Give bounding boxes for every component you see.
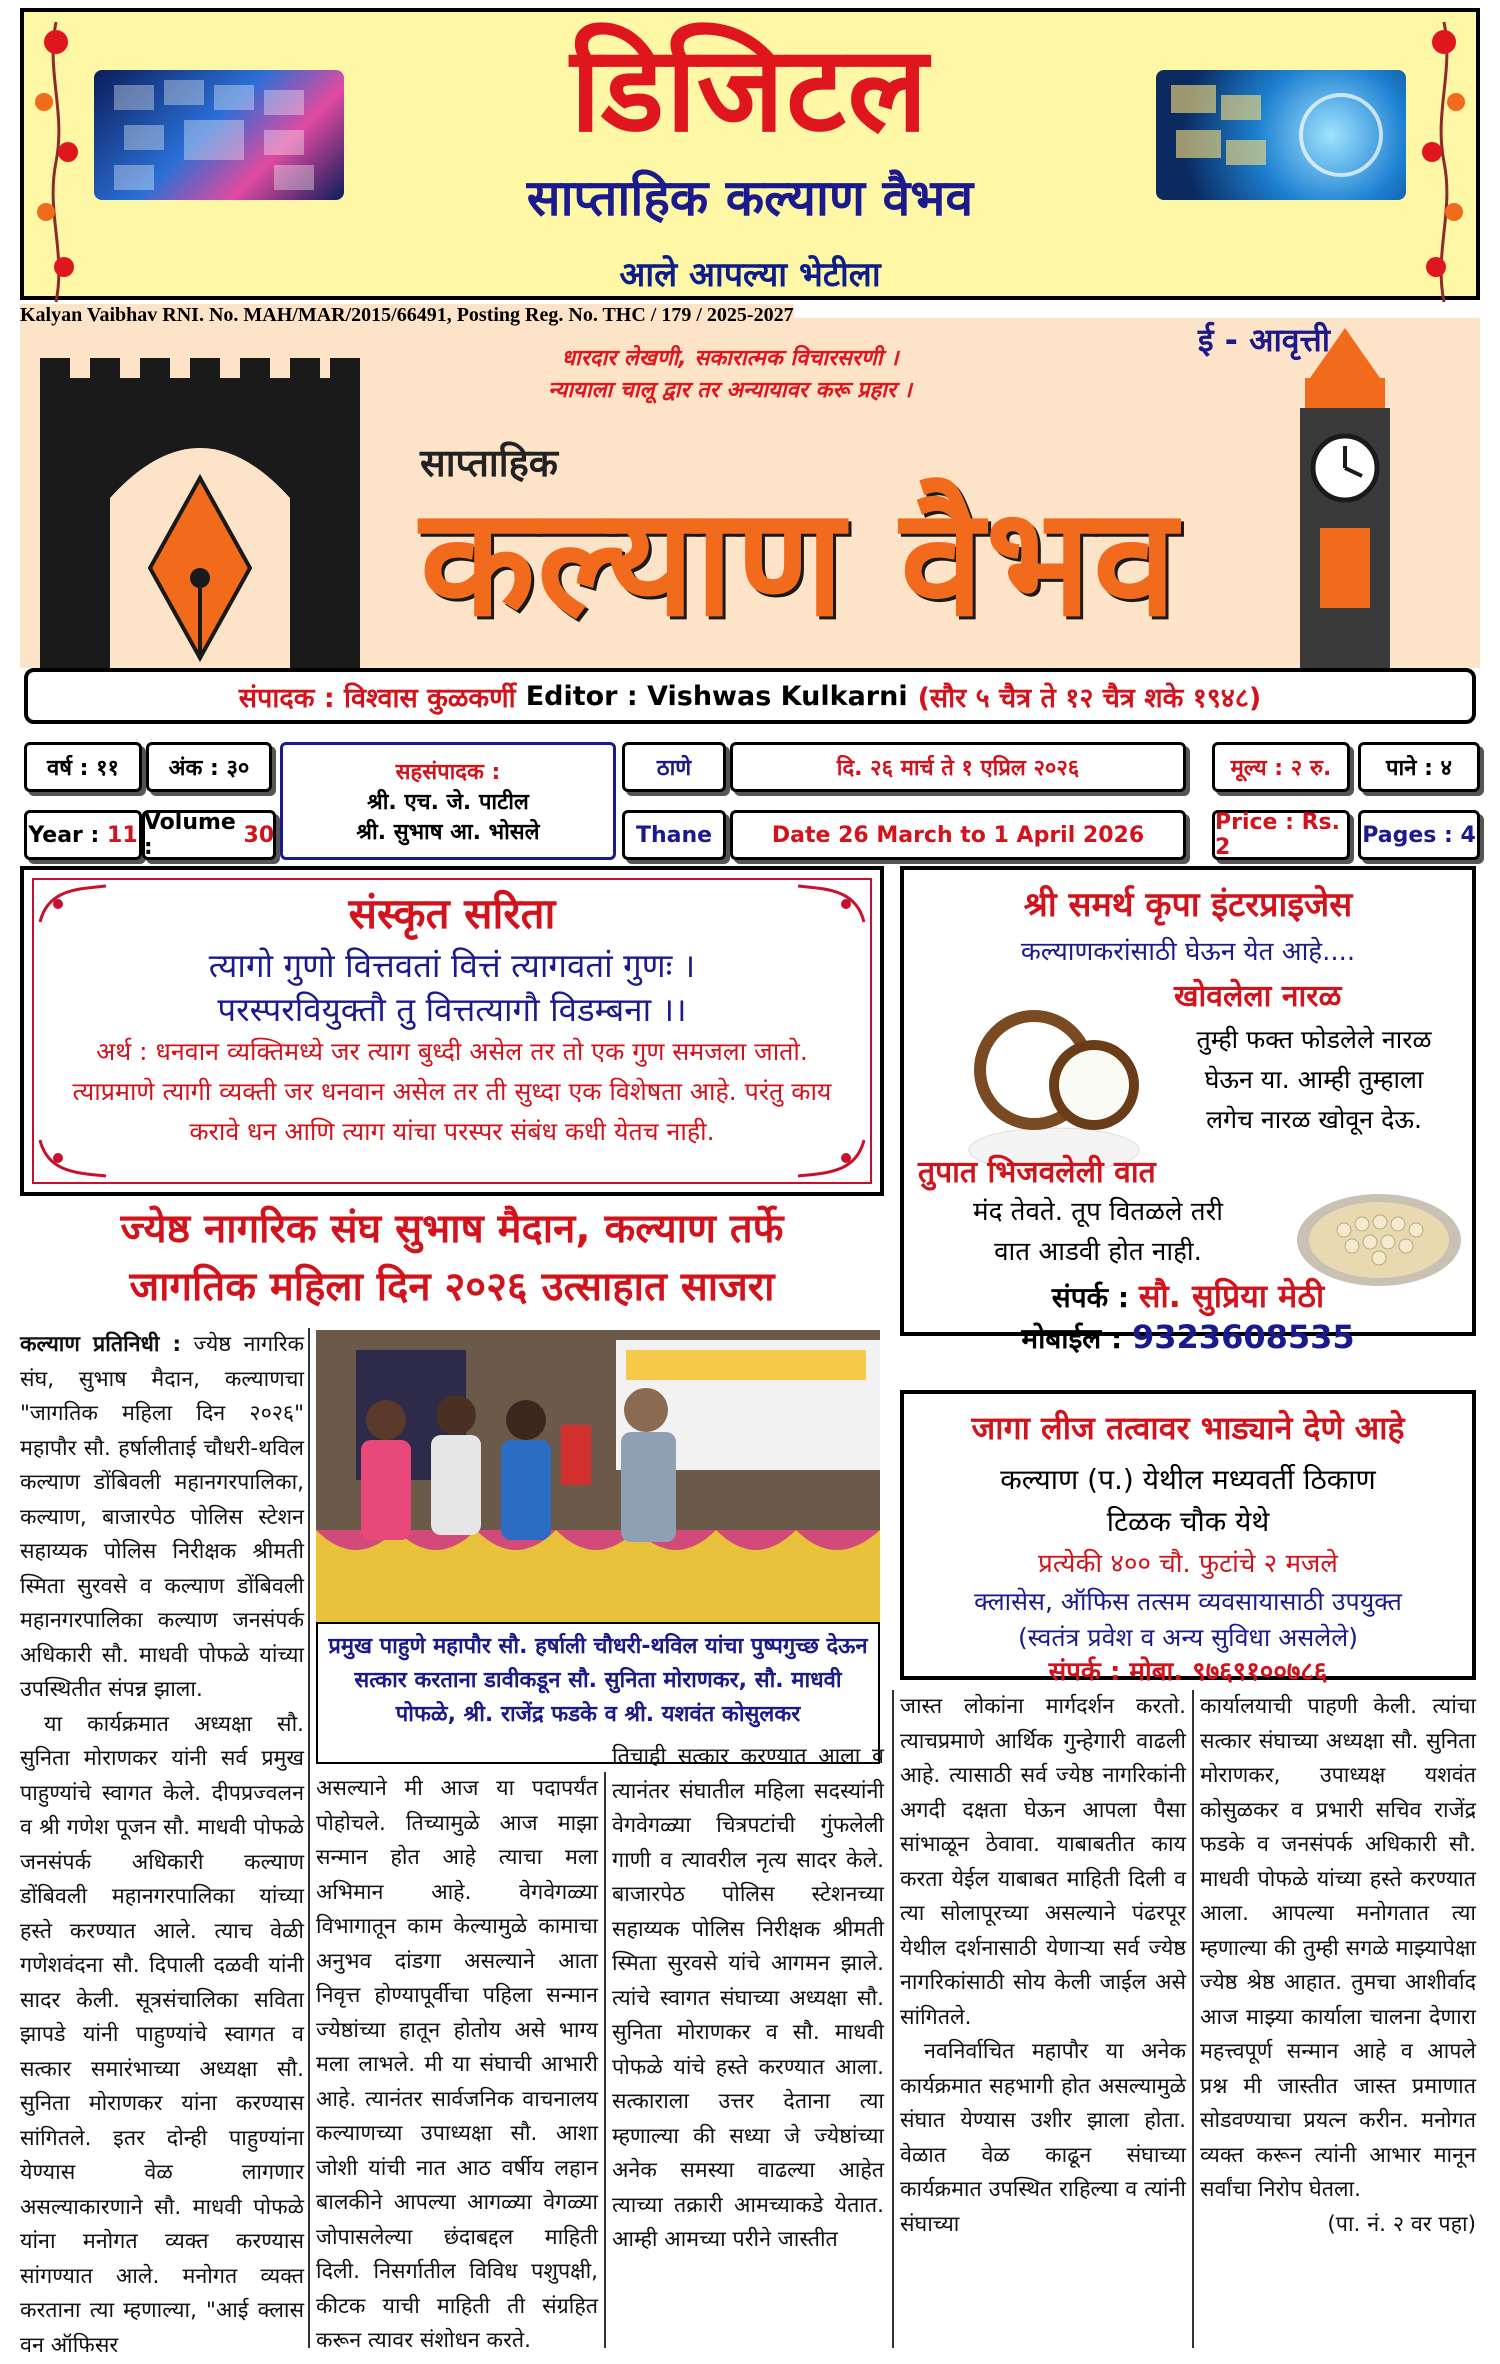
ad1-item2-desc-1: मंद तेवते. तूप वितळले तरी bbox=[973, 1197, 1223, 1227]
digital-title: डिजिटल bbox=[570, 20, 930, 158]
ad2-line-5: (स्वतंत्र प्रवेश व अन्य सुविधा असलेले) bbox=[1018, 1623, 1358, 1652]
place-english: Thane bbox=[622, 810, 726, 860]
article-paragraph-1: ज्येष्ठ नागरिक संघ, सुभाष मैदान, कल्याणचा "जागतिक महिला दिन २०२६" महापौर सौ. हर्षालीताई चौधरी-थविल कल्याण डोंबिवली महानगरपालिका, कल्याण, बाजारपेठ पोलिस स्टेशन सहाय्यक पोलिस निरीक्षक श्रीमती स्मिता सुरवसे व कल्याण डोंबिवली महानगरपालिका कल्याण जनसंपर्क अधिकारी सौ. माधवी पोफळे यांच्या उपस्थितीत संपन्न झाला. bbox=[20, 1332, 304, 1702]
digital-subtitle: साप्ताहिक कल्याण वैभव bbox=[526, 169, 974, 227]
ad1-item1-desc-3: लगेच नारळ खोवून देऊ. bbox=[1206, 1105, 1422, 1134]
place-marathi: ठाणे bbox=[622, 742, 726, 792]
column-divider bbox=[604, 1772, 606, 2348]
ad1-item1-desc-1: तुम्ही फक्त फोडलेले नारळ bbox=[1196, 1025, 1432, 1054]
volume-english-value: 30 bbox=[243, 822, 275, 848]
article-paragraph-2: या कार्यक्रमात अध्यक्षा सौ. सुनिता मोराणकर यांनी सर्व प्रमुख पाहुण्यांचे स्वागत केले. दीपप्रज्वलन व श्री गणेश पूजन सौ. माधवी पोफळे जनसंपर्क अधिकारी कल्याण डोंबिवली महानगरपालिका यांच्या हस्ते करण्यात आले. त्याच वेळी गणेशवंदना सौ. दिपाली दळवी यांनी सादर केली. सूत्रसंचालिका सविता झापडे यांनी पाहुण्यांचे स्वागत व सत्कार समारंभाच्या अध्यक्षा सौ. सुनिता मोराणकर यांना करण्यास सांगितले. इतर दोन्ही पाहुण्यांना येण्यास वेळ लागणार असल्याकारणाने सौ. माधवी पोफळे यांना मनोगत व्यक्त करण्यास सांगण्यात आले. मनोगत व्यक्त करताना त्या म्हणाल्या, "आई क्लास वन ऑफिसर bbox=[20, 1711, 304, 2358]
ad1-item2-desc bbox=[918, 1192, 1278, 1272]
ad1-title: श्री समर्थ कृपा इंटरप्राइजेस bbox=[1023, 885, 1353, 925]
ad1-item1-desc-2: घेऊन या. आम्ही तुम्हाला bbox=[1204, 1065, 1424, 1094]
sanskrit-verse-2: परस्परवियुक्तौ तु वित्तत्यागौ विडम्बना ।। bbox=[217, 990, 687, 1029]
ad1-mobile-label: मोबाईल : bbox=[1021, 1322, 1123, 1355]
weekly-label: साप्ताहिक bbox=[420, 441, 558, 485]
digital-banner bbox=[20, 8, 1480, 300]
ad2-title: जागा लीज तत्वावर भाड्याने देणे आहे bbox=[971, 1409, 1405, 1447]
ad1-item2-desc-2: वात आडवी होत नाही. bbox=[994, 1237, 1202, 1267]
article-column-4-para-1: जास्त लोकांना मार्गदर्शन करतो. त्याचप्रमाणे आर्थिक गुन्हेगारी वाढली आहे. त्यासाठी सर्व ज्येष्ठ नागरिकांनी अगदी दक्षता घेऊन आपला पैसा सांभाळून ठेवावा. याबाबतीत काय करता येईल याबाबत माहिती दिली व त्या सोलापूरच्या असल्याने पंढरपूर येथील दर्शनासाठी येणाऱ्या सर्व ज्येष्ठ नागरिकांसाठी सोय केली जाईल असे सांगितले. bbox=[900, 1694, 1186, 2030]
advertisement-lease bbox=[900, 1390, 1476, 1687]
rni-number: Kalyan Vaibhav RNI. No. MAH/MAR/2015/66491, Posting Reg. No. THC / 179 / 2025-2027 bbox=[20, 304, 794, 326]
digital-tagline: आले आपल्या भेटीला bbox=[619, 255, 881, 295]
article-column-2: असल्याने मी आज या पदापर्यंत पोहोचले. तिच्यामुळे आज माझा सन्मान होत आहे त्याचा मला अभिमान आहे. वेगवेगळ्या विभागातून काम केल्यामुळे कामाचा अनुभव दांडगा असल्याने आता निवृत्त होण्यापूर्वीचा पहिला सन्मान ज्येष्ठांच्या हातून होतोय असे भाग्य मला लाभले. मी या संघाची आभारी आहे. त्यानंतर सार्वजनिक वाचनालय कल्याणच्या उपाध्यक्षा सौ. आशा जोशी यांची नात आठ वर्षीय लहान बालकीने आपल्या आगळ्या वेगळ्या जोपासलेल्या छंदाबद्दल माहिती दिली. निसर्गातील विविध पशुपक्षी, कीटक याची माहिती ती संग्रहित करून त्यावर संशोधन करते. bbox=[316, 1776, 598, 2353]
event-photo-illustration bbox=[316, 1330, 880, 1622]
sanskrit-verse-1: त्यागो गुणो वित्तवतां वित्तं त्यागवतां गुणः । bbox=[208, 946, 696, 985]
motto-line-2: न्यायाला चालू द्वार तर अन्यायावर करू प्रहार । bbox=[548, 378, 912, 403]
article-column-1 bbox=[20, 1328, 304, 2363]
coeditor-1: श्री. एच. जे. पाटील bbox=[367, 790, 529, 815]
headline-line-1: ज्येष्ठ नागरिक संघ सुभाष मैदान, कल्याण तर्फे bbox=[120, 1206, 784, 1252]
article-column-5-text: कार्यालयाची पाहणी केली. त्यांचा सत्कार संघाच्या अध्यक्षा सौ. सुनिता मोराणकर, उपाध्यक्ष यशवंत कोसुळकर व प्रभारी सचिव राजेंद्र फडके व जनसंपर्क अधिकारी सौ. माधवी पोफळे यांच्या हस्ते करण्यात आला. आपल्या मनोगतात त्या म्हणाल्या की तुम्ही सगळे माझ्यापेक्षा ज्येष्ठ श्रेष्ठ आहात. तुमचा आशीर्वाद आज माझ्या कार्याला चालना देणारा महत्त्वपूर्ण सन्मान आहे व आपले प्रश्न मी जास्तीत जास्त प्रमाणात सोडवण्याचा प्रयत्न करीन. मनोगत व्यक्त करून त्यांनी आभार मानून सर्वांचा निरोप घेतला. bbox=[1200, 1694, 1476, 2202]
ad1-contact bbox=[904, 1274, 1472, 1317]
column-divider bbox=[1192, 1690, 1194, 2348]
price-marathi: मूल्य : २ रु. bbox=[1212, 742, 1350, 792]
event-photo bbox=[316, 1330, 880, 1622]
clock-tower-icon bbox=[1250, 318, 1440, 668]
issue-marathi: अंक : ३० bbox=[146, 742, 272, 792]
year-english-value: 11 bbox=[107, 822, 138, 848]
editor-strip bbox=[24, 668, 1476, 724]
editor-label-marathi: संपादक : विश्वास कुळकर्णी bbox=[238, 682, 516, 714]
ad1-item2: तुपात भिजवलेली वात bbox=[918, 1155, 1156, 1190]
pages-marathi: पाने : ४ bbox=[1358, 742, 1480, 792]
ad2-contact bbox=[904, 1652, 1472, 1688]
sanskrit-box bbox=[20, 866, 884, 1196]
volume-english-label: Volume : bbox=[143, 810, 236, 860]
article-headline bbox=[20, 1200, 884, 1316]
article-column-4-para-2: नवनिर्वाचित महापौर या अनेक कार्यक्रमात सहभागी होत असल्यामुळे संघात येण्यास उशीर झाला होता. वेळात वेळ काढून संघाच्या कार्यक्रमात उपस्थित राहिल्या व त्यांनी संघाच्या bbox=[900, 2039, 1186, 2237]
date-english: Date 26 March to 1 April 2026 bbox=[730, 810, 1186, 860]
article-column-3: तिचाही सत्कार करण्यात आला व त्यानंतर संघातील महिला सदस्यांनी वेगवेगळ्या चित्रपटांची गुंफलेली गाणी व त्यावरील नृत्य सादर केले. बाजारपेठ पोलिस स्टेशनच्या सहाय्यक पोलिस निरीक्षक श्रीमती स्मिता सुरवसे यांचे आगमन झाले. त्यांचे स्वागत संघाच्या अध्यक्षा सौ. सुनिता मोराणकर व सौ. माधवी पोफळे यांचे हस्ते करण्यात आला. सत्काराला उत्तर देताना त्या म्हणाल्या की सध्या जे ज्येष्ठांच्या अनेक समस्या वाढल्या आहेत त्याच्या तक्रारी आमच्याकडे येतात. आम्ही आमच्या परीने जास्तीत bbox=[612, 1744, 884, 2252]
sanskrit-title: संस्कृत सरिता bbox=[348, 889, 556, 938]
ad2-line-2: टिळक चौक येथे bbox=[1106, 1505, 1270, 1538]
ad1-item1-desc bbox=[1164, 1020, 1464, 1140]
coeditor-label: सहसंपादक : bbox=[395, 760, 501, 785]
headline-line-2: जागतिक महिला दिन २०२६ उत्साहात साजरा bbox=[129, 1264, 775, 1310]
e-edition-label: ई - आवृत्ती bbox=[1197, 321, 1330, 359]
article-column-5 bbox=[1200, 1690, 1476, 2242]
ad2-line-3: प्रत्येकी ४०० चौ. फुटांचे २ मजले bbox=[1038, 1549, 1338, 1579]
ad1-mobile bbox=[904, 1318, 1472, 1357]
year-english-label: Year : bbox=[28, 822, 100, 848]
sanskrit-meaning: अर्थ : धनवान व्यक्तिमध्ये जर त्याग बुध्दी असेल तर तो एक गुण समजला जातो. त्याप्रमाणे त्यागी व्यक्ती जर धनवान असेल तर ती सुध्दा एक विशेषता आहे. परंतु काय करावे धन आणि त्याग यांचा परस्पर संबंध कधी येतच नाही. bbox=[72, 1037, 832, 1146]
ad1-intro: कल्याणकरांसाठी घेऊन येत आहे.... bbox=[1020, 937, 1356, 967]
editor-date-marathi: (सौर ५ चैत्र ते १२ चैत्र शके १९४८) bbox=[917, 682, 1262, 714]
ad1-item1: खोवलेला नारळ bbox=[1174, 979, 1342, 1014]
price-english: Price : Rs. 2 bbox=[1212, 810, 1350, 860]
article-dateline: कल्याण प्रतिनिधी : bbox=[20, 1332, 182, 1357]
ad1-mobile-number: 9323608535 bbox=[1132, 1318, 1355, 1356]
pages-english: Pages : 4 bbox=[1358, 810, 1480, 860]
year-english bbox=[24, 810, 142, 860]
ad2-contact-label: संपर्क : bbox=[1048, 1657, 1121, 1687]
date-marathi: दि. २६ मार्च ते १ एप्रिल २०२६ bbox=[730, 742, 1186, 792]
ad2-line-4: क्लासेस, ऑफिस तत्सम व्यवसायासाठी उपयुक्त bbox=[974, 1587, 1402, 1616]
gate-pen-logo-icon bbox=[30, 338, 370, 668]
motto-line-1: धारदार लेखणी, सकारात्मक विचारसरणी । bbox=[561, 346, 899, 371]
article-column-4 bbox=[900, 1690, 1186, 2242]
ad2-line-1: कल्याण (प.) येथील मध्यवर्ती ठिकाण bbox=[1000, 1463, 1376, 1496]
column-divider bbox=[308, 1328, 310, 2348]
continued-note: (पा. नं. २ वर पहा) bbox=[1327, 2211, 1476, 2237]
advertisement-coconut bbox=[900, 866, 1476, 1356]
photo-caption: प्रमुख पाहुणे महापौर सौ. हर्षाली चौधरी-थविल यांचा पुष्पगुच्छ देऊन सत्कार करताना डावीकडून सौ. सुनिता मोराणकर, सौ. माधवी पोफळे, श्री. राजेंद्र फडके व श्री. यशवंत कोसुलकर bbox=[316, 1622, 880, 1764]
year-marathi: वर्ष : ११ bbox=[24, 742, 142, 792]
editor-label-english: Editor : Vishwas Kulkarni bbox=[525, 680, 908, 712]
coeditor-box bbox=[280, 742, 616, 860]
ad2-contact-mobile: मोबा. ९७६९१००७८६ bbox=[1129, 1657, 1328, 1687]
ad1-contact-label: संपर्क : bbox=[1051, 1281, 1130, 1314]
volume-english bbox=[142, 810, 276, 860]
masthead bbox=[20, 318, 1480, 668]
ad1-contact-name: सौ. सुप्रिया मेठी bbox=[1138, 1277, 1325, 1315]
column-divider bbox=[892, 1690, 894, 2348]
newspaper-name: कल्याण वैभव bbox=[420, 476, 1179, 650]
coeditor-2: श्री. सुभाष आ. भोसले bbox=[356, 820, 540, 845]
